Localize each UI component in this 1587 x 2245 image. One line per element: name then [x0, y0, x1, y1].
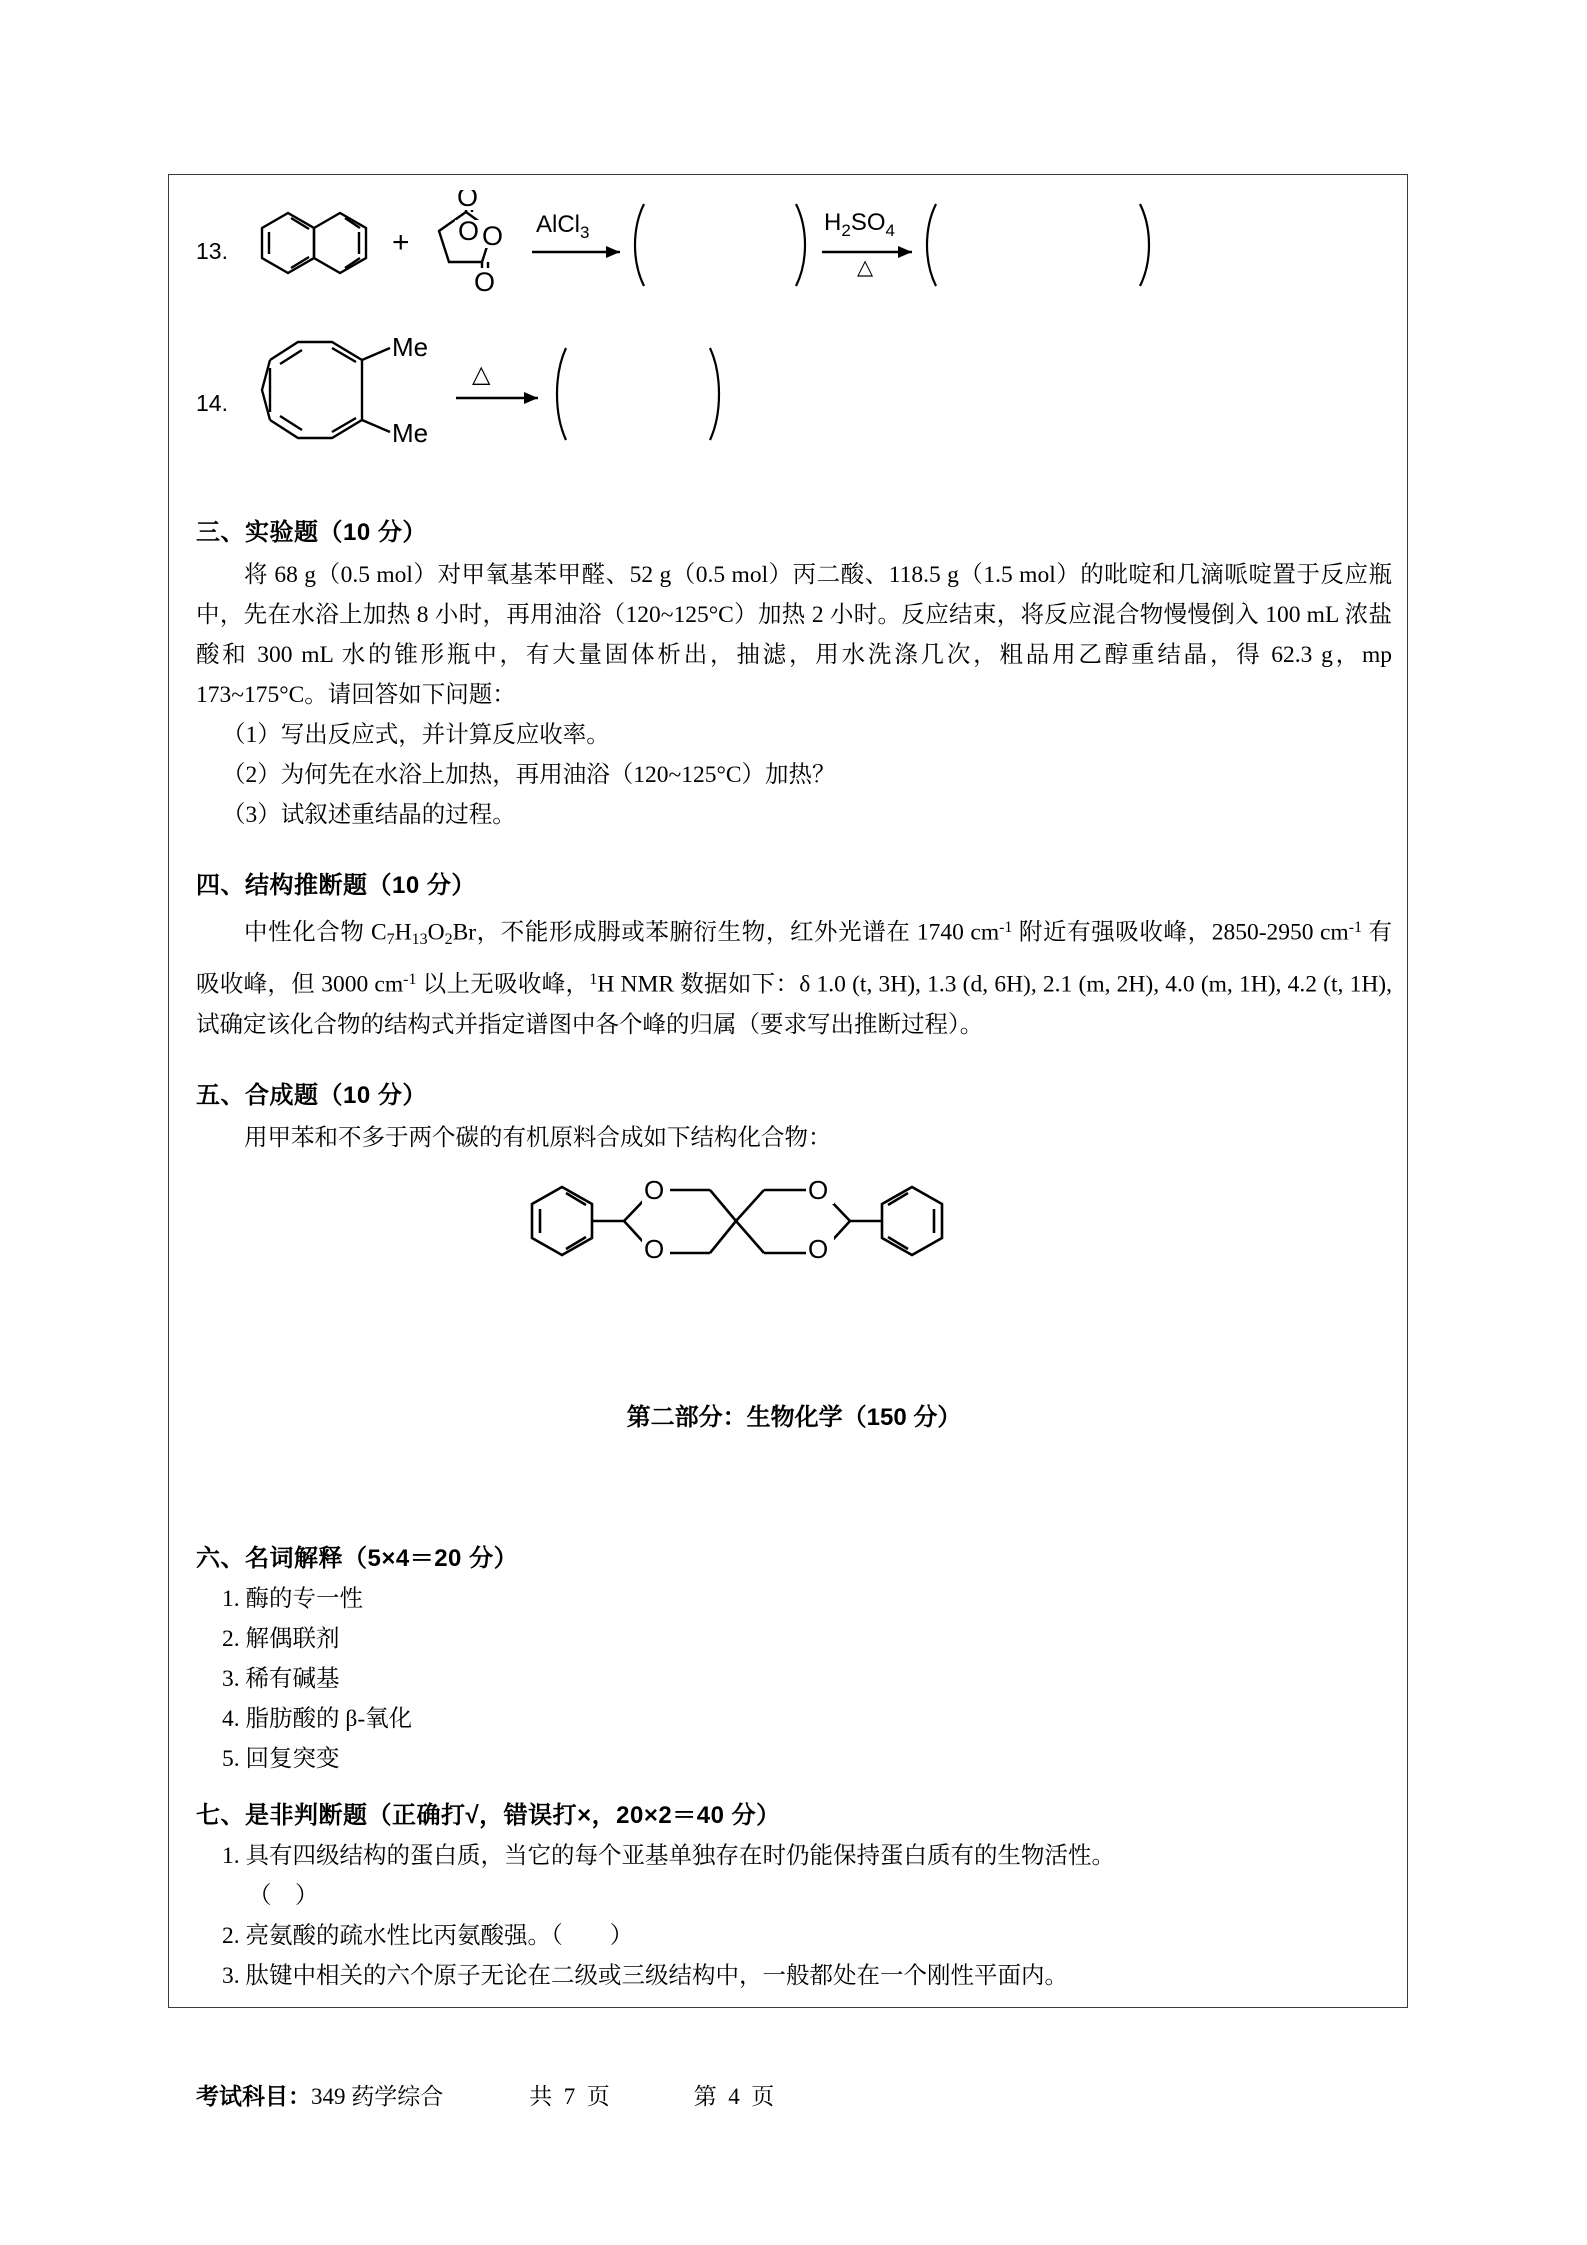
synthesis-structure: [196, 1158, 1392, 1291]
reaction-14-scheme: [240, 330, 880, 455]
reaction-row-13: [196, 182, 1392, 300]
synthesis-paragraph: 用甲苯和不多于两个碳的有机原料合成如下结构化合物：: [244, 1124, 832, 1151]
sd-sup-1: -1: [999, 919, 1013, 936]
svg-text:O: O: [457, 190, 479, 212]
part-two-title: 第二部分：生物化学（150 分）: [626, 1403, 962, 1431]
sd-sup-4: 1: [589, 971, 598, 989]
sd-text-7: 以上无吸收峰，: [416, 971, 590, 998]
term-item-2: 2. 解偶联剂: [222, 1625, 340, 1652]
term-item-4: 4. 脂肪酸的 β-氧化: [222, 1705, 413, 1732]
heat-symbol: △: [472, 361, 491, 388]
oxygen-label-top-right: O: [808, 1174, 829, 1205]
sd-text-2: H: [394, 919, 412, 946]
experiment-question-3: （3）试叙述重结晶的过程。: [222, 802, 516, 828]
sd-sub-3: 2: [444, 931, 453, 949]
oxygen-label-top-left: O: [644, 1174, 665, 1205]
content-area: [196, 182, 1392, 1996]
reaction-number-13: 13.: [196, 238, 228, 264]
svg-text:△: △: [857, 256, 874, 279]
oxygen-label-bottom-right: O: [808, 1233, 829, 1264]
sd-sup-3: -1: [403, 971, 417, 989]
term-item-3: 3. 稀有碱基: [222, 1665, 340, 1692]
sd-text-6: 有吸收峰，但 3000 cm: [196, 919, 1392, 998]
sd-text-5: 附近有强吸收峰，2850-2950 cm: [1012, 919, 1349, 946]
footer-current-page: 4: [728, 2084, 740, 2109]
svg-text:+: +: [392, 226, 410, 259]
reaction-row-14: [196, 330, 1392, 456]
page-footer: [196, 2078, 1392, 2111]
sd-sub-2: 13: [411, 931, 428, 949]
footer-subject-label: 考试科目：: [196, 2083, 311, 2109]
oxygen-label-bottom-left: O: [644, 1233, 665, 1264]
sd-text-1: 中性化合物 C: [244, 919, 387, 946]
carbonyl-oxygen-top-label: O: [458, 216, 480, 246]
sd-text-8: H NMR 数据如下：δ 1.0 (t, 3H), 1.3 (d, 6H), 2.1 (m, 2H), 4.0 (m, 1H), 4.2 (t, 1H), 试确定该化合物的结构式并指定谱图中各个峰的归属（要求写出推断过程）。: [196, 971, 1393, 1038]
term-item-1: 1. 酶的专一性: [222, 1585, 363, 1612]
footer-current-prefix: 第: [693, 2084, 717, 2109]
truefalse-answer-blank-1[interactable]: （ ）: [248, 1882, 319, 1909]
truefalse-item-3: 3. 肽键中相关的六个原子无论在二级或三级结构中，一般都处在一个刚性平面内。: [222, 1962, 1068, 1989]
svg-text:AlCl3: AlCl$_3$: [536, 211, 590, 242]
structure-deduction-paragraph: [196, 908, 1392, 1045]
sd-sub-1: 7: [386, 931, 395, 949]
term-item-5: 5. 回复突变: [222, 1745, 340, 1772]
experiment-question-1: （1）写出反应式，并计算反应收率。: [222, 722, 610, 748]
truefalse-item-1: 1. 具有四级结构的蛋白质，当它的每个亚基单独存在时仍能保持蛋白质有的生物活性。: [222, 1842, 1115, 1869]
footer-current-suffix: 页: [751, 2084, 775, 2109]
reaction-13-scheme: [240, 190, 1340, 303]
section-heading-terms: 六、名词解释（5×4＝20 分）: [196, 1544, 519, 1572]
methyl-label-top: Me: [392, 332, 429, 362]
section-heading-synthesis: 五、合成题（10 分）: [196, 1081, 427, 1109]
section-heading-experiment: 三、实验题（10 分）: [196, 519, 427, 546]
svg-text:H2SO4: $H_2SO_4$: [824, 209, 895, 240]
experiment-question-2: （2）为何先在水浴上加热，再用油浴（120~125°C）加热？: [222, 762, 836, 788]
footer-total-suffix: 页: [586, 2084, 610, 2109]
reaction-number-14: 14.: [196, 390, 228, 416]
section-heading-structure-deduction: 四、结构推断题（10 分）: [196, 872, 476, 899]
truefalse-item-2: 2. 亮氨酸的疏水性比丙氨酸强。（ ）: [222, 1922, 634, 1949]
svg-text:O: O: [474, 267, 496, 297]
section-heading-truefalse: 七、是非判断题（正确打√，错误打×，20×2＝40 分）: [196, 1801, 781, 1829]
sd-text-3: O: [427, 919, 445, 946]
footer-subject-value: 349 药学综合: [311, 2084, 444, 2109]
ring-oxygen-label: O: [482, 221, 504, 251]
sd-sup-2: -1: [1348, 919, 1363, 936]
footer-total-prefix: 共: [529, 2084, 553, 2109]
sd-text-4: Br，不能形成胟或苯腑衍生物，红外光谱在 1740 cm: [452, 919, 1000, 946]
footer-total-pages: 7: [563, 2084, 576, 2109]
experiment-paragraph: 将 68 g（0.5 mol）对甲氧基苯甲醛、52 g（0.5 mol）丙二酸、118.5 g（1.5 mol）的吡啶和几滴哌啶置于反应瓶中，先在水浴上加热 8 小时，再用油浴（120~125°C）加热 2 小时。反应结束，将反应混合物慢慢倒入 100 mL 浓盐酸和 300 mL 水的锥形瓶中，有大量固体析出，抽滤，用水洗涤几次，粗品用乙醇重结晶，得 62.3 g，mp 173~175°C。请回答如下问题：: [196, 562, 1392, 708]
methyl-label-bottom: Me: [392, 418, 429, 448]
